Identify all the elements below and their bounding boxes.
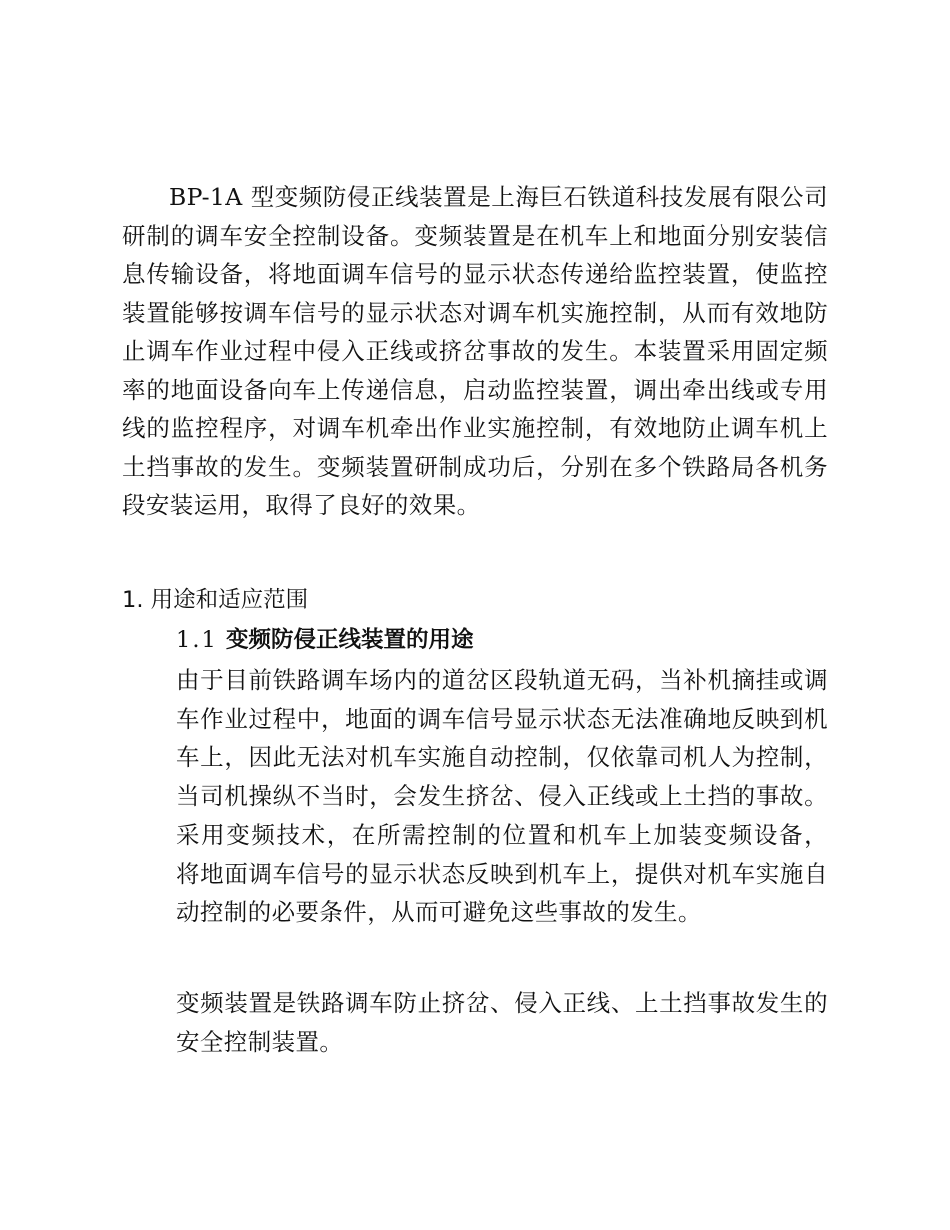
intro-paragraph: BP-1A 型变频防侵正线装置是上海巨石铁道科技发展有限公司研制的调车安全控制设备。变频装置是在机车上和地面分别安装信息传输设备，将地面调车信号的显示状态传递给监控装置，使监控装置能够按调车信号的显示状态对调车机实施控制，从而有效地防止调车作业过程中侵入正线或挤岔事故的发生。本装置采用固定频率的地面设备向车上传递信息，启动监控装置，调出牵出线或专用线的监控程序，对调车机牵出作业实施控制，有效地防止调车机上土挡事故的发生。变频装置研制成功后，分别在多个铁路局各机务段安装运用，取得了良好的效果。 — [122, 183, 828, 519]
subsection-title: 变频防侵正线装置的用途 — [226, 627, 474, 653]
section-heading: 1. 用途和适应范围 — [122, 587, 309, 613]
subsection-heading — [176, 623, 474, 657]
usage-paragraph: 由于目前铁路调车场内的道岔区段轨道无码，当补机摘挂或调车作业过程中，地面的调车信号显示状态无法准确地反映到机车上，因此无法对机车实施自动控制，仅依靠司机人为控制，当司机操纵不当时，会发生挤岔、侵入正线或上土挡的事故。采用变频技术，在所需控制的位置和机车上加装变频设备， 将地面调车信号的显示状态反映到机车上，提供对机车实施自动控制的必要条件，从而可避免这些事故的发生。 — [176, 666, 828, 927]
summary-paragraph: 变频装置是铁路调车防止挤岔、侵入正线、上土挡事故发生的安全控制装置。 — [176, 989, 828, 1056]
subsection-number: 1.1 — [176, 627, 218, 653]
